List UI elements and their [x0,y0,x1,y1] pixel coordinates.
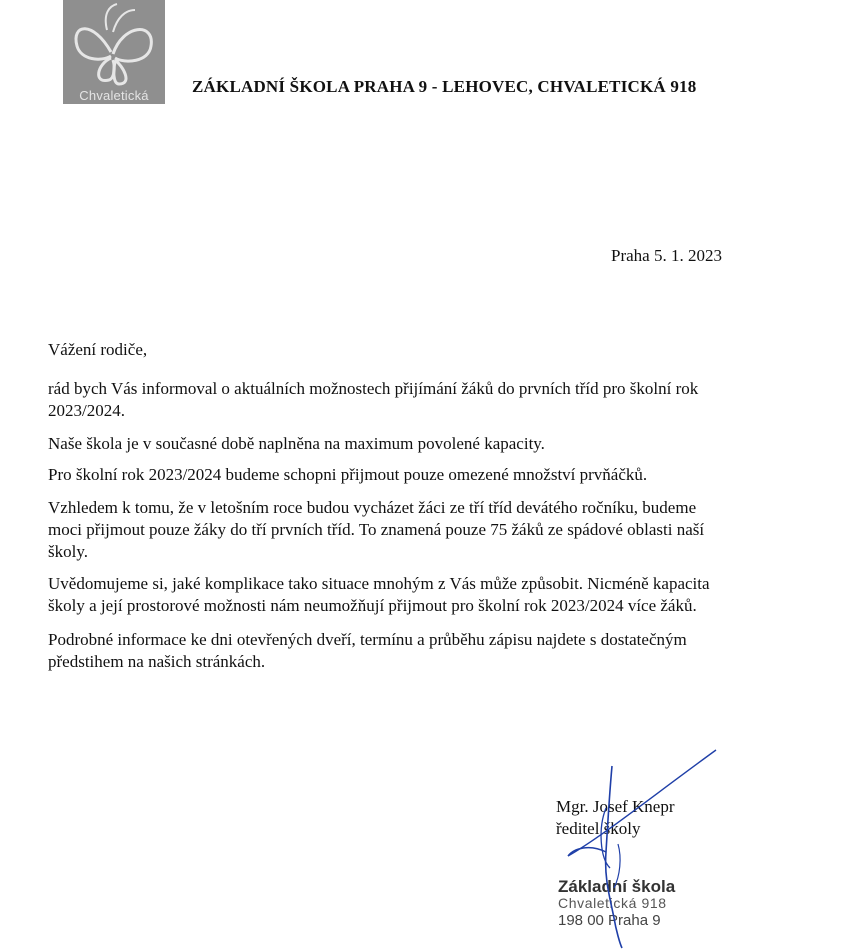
school-header: ZÁKLADNÍ ŠKOLA PRAHA 9 - LEHOVEC, CHVALETICKÁ 918 [192,77,697,96]
letter-date: Praha 5. 1. 2023 [611,246,722,265]
paragraph-line: 2023/2024. [48,401,125,420]
paragraph-1 [48,378,698,422]
paragraph-5 [48,573,710,617]
school-logo [63,0,165,104]
paragraph-line: moci přijmout pouze žáky do tří prvních tříd. To znamená pouze 75 žáků ze spádové oblasti naší [48,520,705,539]
paragraph-line: Vzhledem k tomu, že v letošním roce budou vycházet žáci ze tří tříd devátého ročníku, budeme [48,498,697,517]
stamp-line: Chvaletická 918 [558,895,667,911]
paragraph-line: školy. [48,542,88,561]
paragraph-2 [48,433,545,455]
salutation: Vážení rodiče, [48,340,148,359]
logo-text: Chvaletická [79,88,149,103]
paragraph-4 [48,497,704,563]
paragraph-line: Naše škola je v současné době naplněna na maximum povolené kapacity. [48,434,545,453]
paragraph-line: rád bych Vás informoval o aktuálních možnostech přijímání žáků do prvních tříd pro školní rok [48,379,699,398]
paragraph-line: Uvědomujeme si, jaké komplikace tako situace mnohým z Vás může způsobit. Nicméně kapacita [48,574,710,593]
paragraph-line: školy a její prostorové možnosti nám neumožňují přijmout pro školní rok 2023/2024 více žáků. [48,596,697,615]
stamp-line: 198 00 Praha 9 [558,912,661,929]
paragraph-line: předstihem na našich stránkách. [48,652,266,671]
signer-name: Mgr. Josef Knepr [556,797,675,816]
paragraph-6 [48,629,687,673]
stamp-line: Základní škola [558,877,676,896]
paragraph-line: Pro školní rok 2023/2024 budeme schopni přijmout pouze omezené množství prvňáčků. [48,465,648,484]
signer-title: ředitel školy [556,819,641,838]
handwritten-signature [560,748,730,949]
paragraph-3 [48,464,647,486]
paragraph-line: Podrobné informace ke dni otevřených dveří, termínu a průběhu zápisu najdete s dostatečným [48,630,687,649]
